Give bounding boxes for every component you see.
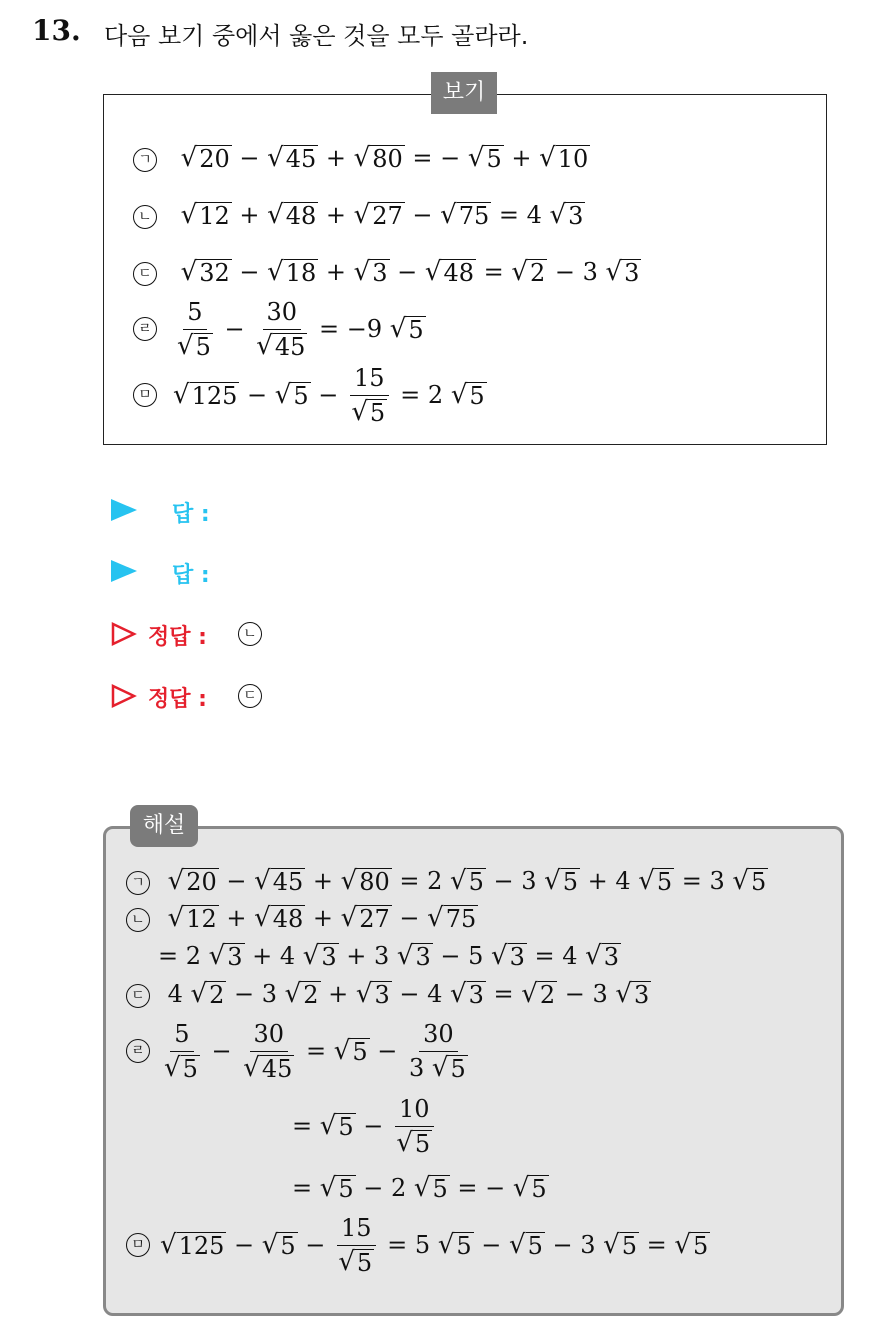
item-mark: ㄷ (126, 984, 150, 1008)
item-mark: ㅁ (126, 1233, 150, 1257)
correct-value-2: ㄷ (238, 684, 278, 708)
answer-arrow-icon (111, 499, 137, 521)
question-number: 13. (32, 14, 81, 47)
correct-value-1: ㄴ (238, 622, 278, 646)
item-mark: ㄱ (133, 148, 157, 172)
item-mark: ㄹ (133, 317, 157, 341)
explanation-line-7: = √ 5 − 2 √ 5 = − √ 5 (292, 1173, 547, 1203)
explanation-line-6: = √ 5 − 10 √ 5 (292, 1095, 438, 1158)
bogi-item-4: ㄹ 5 √ 5 − 30 √ 45 = −9 √ 5 (133, 298, 426, 361)
correct-arrow-icon (111, 684, 137, 708)
answer-label-2: 답 : (172, 563, 210, 588)
answer-label-1: 답 : (172, 502, 210, 527)
explanation-line-5: ㄹ 5 √ 5 − 30 √ 45 = √ 5 − 30 3 √ 5 (126, 1020, 472, 1083)
item-mark: ㄱ (126, 871, 150, 895)
correct-arrow-icon (111, 622, 137, 646)
bogi-tag: 보기 (431, 72, 497, 114)
item-mark: ㄴ (133, 205, 157, 229)
question-text: 다음 보기 중에서 옳은 것을 모두 골라라. (104, 22, 529, 50)
item-mark: ㄴ (126, 908, 150, 932)
explanation-line-3: = 2 √ 3 + 4 √ 3 + 3 √ 3 − 5 √ 3 = 4 √ 3 (158, 941, 619, 971)
item-mark: ㅁ (133, 383, 157, 407)
bogi-item-2: ㄴ √ 12 + √ 48 + √ 27 − √ 75 = 4 √ 3 (133, 201, 585, 229)
answer-arrow-icon (111, 560, 137, 582)
explanation-line-1: ㄱ √ 20 − √ 45 + √ 80 = 2 √ 5 − 3 √ 5 + 4 √ 5 = 3 √ 5 (126, 867, 768, 895)
explanation-line-2: ㄴ √ 12 + √ 48 + √ 27 − √ 75 (126, 904, 478, 932)
bogi-item-3: ㄷ √ 32 − √ 18 + √ 3 − √ 48 = √ 2 − 3 √ 3 (133, 258, 641, 286)
bogi-item-5: ㅁ √ 125 − √ 5 − 15 √ 5 = 2 √ 5 (133, 364, 487, 427)
explanation-tag: 해설 (130, 805, 198, 847)
item-mark: ㄷ (133, 262, 157, 286)
explanation-line-4: ㄷ 4 √ 2 − 3 √ 2 + √ 3 − 4 √ 3 = √ 2 − 3 √ 3 (126, 980, 651, 1008)
item-mark: ㄹ (126, 1039, 150, 1063)
correct-label-1: 정답 : (148, 625, 207, 650)
bogi-item-1: ㄱ √ 20 − √ 45 + √ 80 = − √ 5 + √ 10 (133, 144, 590, 172)
correct-label-2: 정답 : (148, 687, 207, 712)
explanation-line-8: ㅁ √ 125 − √ 5 − 15 √ 5 = 5 √ 5 − √ 5 − 3 √ 5 = √ 5 (126, 1214, 710, 1277)
